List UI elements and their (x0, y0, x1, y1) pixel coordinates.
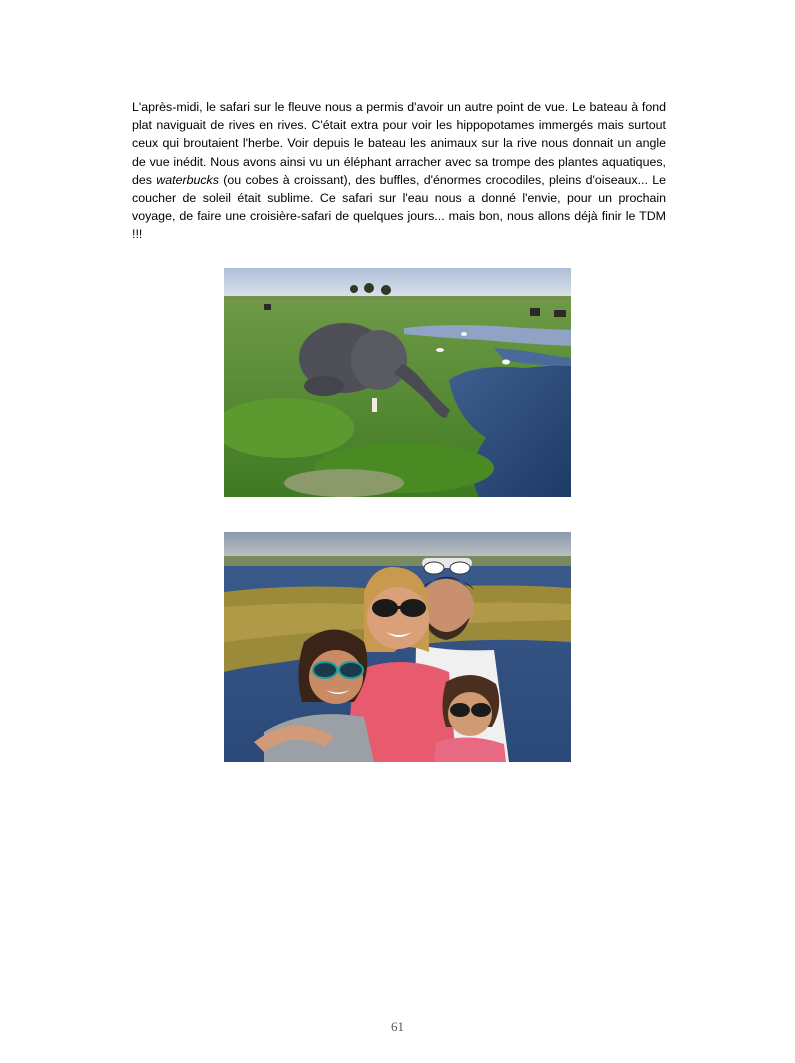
paragraph-text-part-1: L'après-midi, le safari sur le fleuve nous a permis d'avoir un autre point de vue. Le bateau à fond plat naviguait de rives en rives. C'était extra pour voir les hippopotames immergés mais surtout ceux qui broutaient l'herbe. Voir depuis le bateau les animaux sur la rive nous donnait un angle de vue inédit. Nous avons ainsi vu un éléphant arracher avec sa trompe des plantes aquatiques, des (132, 100, 666, 187)
paragraph-italic-term: waterbucks (156, 172, 219, 187)
page-number: 61 (391, 1019, 404, 1034)
elephant-photo (224, 268, 571, 497)
body-paragraph (132, 98, 666, 244)
family-photo-image (224, 532, 571, 762)
elephant-photo-image (224, 268, 571, 497)
paragraph-text-part-2: (ou cobes à croissant), des buffles, d'énormes crocodiles, pleins d'oiseaux... Le coucher de soleil était sublime. Ce safari sur l'eau nous a donné l'envie, pour un prochain voyage, de faire une croisière-safari de quelques jours... mais bon, nous allons déjà finir le TDM !!! (132, 172, 666, 242)
family-photo (224, 532, 571, 762)
